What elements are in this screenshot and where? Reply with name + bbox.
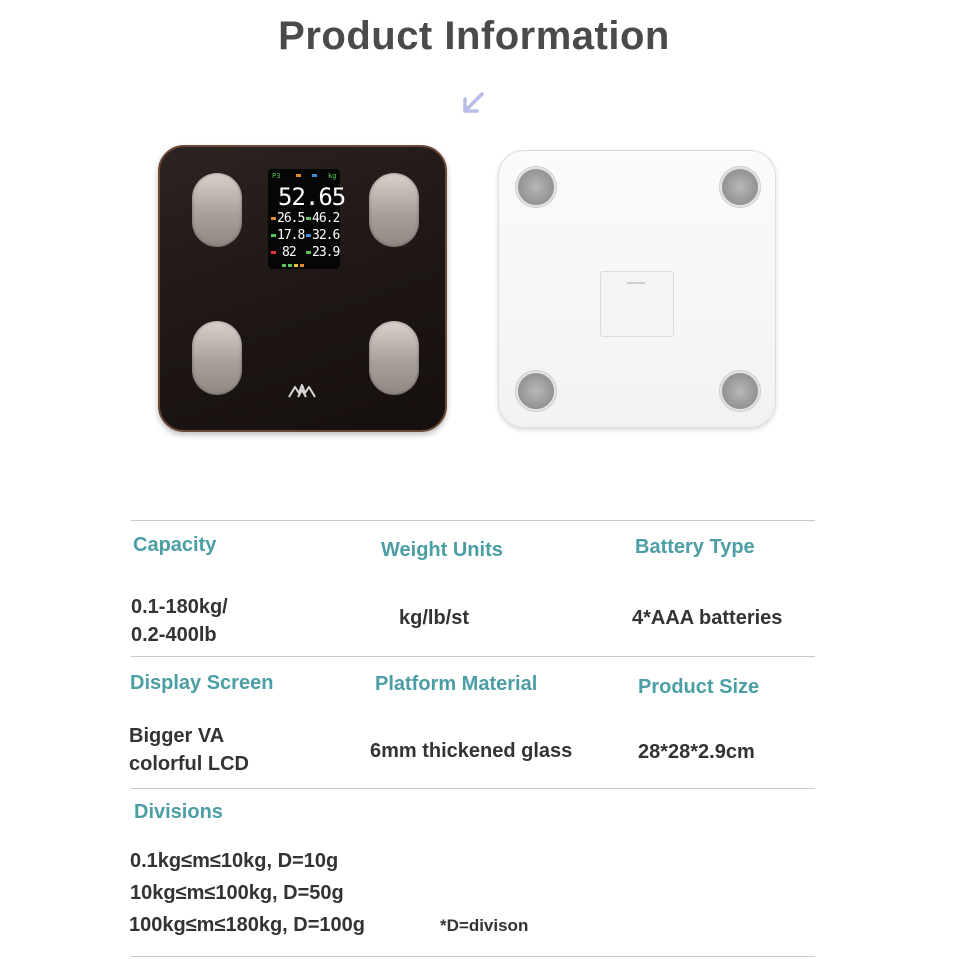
scale-front-image: [158, 145, 447, 432]
lcd-indicator: [294, 264, 298, 267]
lcd-indicator: [306, 251, 311, 254]
capacity-value: 0.1-180kg/ 0.2-400lb: [131, 596, 228, 646]
platform-material-value: 6mm thickened glass: [370, 740, 573, 762]
divider: [131, 520, 815, 521]
brand-logo-icon: [288, 379, 316, 399]
divisions-label: Divisions: [134, 801, 223, 823]
scale-foot: [720, 167, 760, 207]
display-screen-value: Bigger VA colorful LCD: [129, 725, 249, 775]
platform-material-label: Platform Material: [375, 673, 538, 695]
lcd-unit: kg: [328, 172, 337, 180]
division-note: *D=divison: [440, 916, 529, 935]
division-line: 100kg≤m≤180kg, D=100g: [129, 914, 365, 936]
lcd-value: 46.2: [312, 211, 340, 226]
lcd-indicator: [271, 251, 276, 254]
lcd-value: 26.5: [277, 211, 305, 226]
lcd-indicator: [271, 217, 276, 220]
display-screen-label: Display Screen: [130, 672, 274, 694]
lcd-indicator: [282, 264, 286, 267]
division-line: 10kg≤m≤100kg, D=50g: [130, 882, 344, 904]
weight-units-value: kg/lb/st: [399, 607, 470, 629]
lcd-value: 23.9: [312, 245, 340, 260]
lcd-indicator: [306, 217, 311, 220]
product-size-value: 28*28*2.9cm: [638, 741, 755, 763]
scale-foot: [516, 167, 556, 207]
electrode-pad: [369, 321, 419, 395]
weight-units-label: Weight Units: [381, 539, 503, 561]
battery-type-label: Battery Type: [635, 536, 755, 558]
scale-foot: [516, 371, 556, 411]
battery-cover-mark: [627, 282, 645, 284]
division-line: 0.1kg≤m≤10kg, D=10g: [130, 850, 339, 872]
electrode-pad: [192, 321, 242, 395]
lcd-value: 32.6: [312, 228, 340, 243]
scale-foot: [720, 371, 760, 411]
lcd-value: 17.8: [277, 228, 305, 243]
divider: [131, 656, 815, 657]
divider: [131, 788, 815, 789]
capacity-label: Capacity: [133, 534, 217, 556]
product-size-label: Product Size: [638, 676, 760, 698]
electrode-pad: [369, 173, 419, 247]
lcd-indicator: [271, 234, 276, 237]
lcd-mode: P3: [272, 172, 281, 180]
battery-cover: [600, 271, 674, 337]
lcd-indicator: [288, 264, 292, 267]
lcd-display: [268, 169, 346, 269]
scale-back-image: [498, 150, 776, 428]
lcd-value: 82: [282, 245, 296, 260]
electrode-pad: [192, 173, 242, 247]
lcd-indicator: [300, 264, 304, 267]
divider: [131, 956, 815, 957]
page-title: Product Information: [278, 14, 670, 58]
lcd-indicator: [312, 174, 317, 177]
lcd-indicator: [306, 234, 311, 237]
battery-type-value: 4*AAA batteries: [632, 607, 783, 629]
arrow-down-left-icon: [458, 90, 486, 118]
lcd-weight: 52.65: [278, 183, 346, 211]
lcd-indicator: [296, 174, 301, 177]
